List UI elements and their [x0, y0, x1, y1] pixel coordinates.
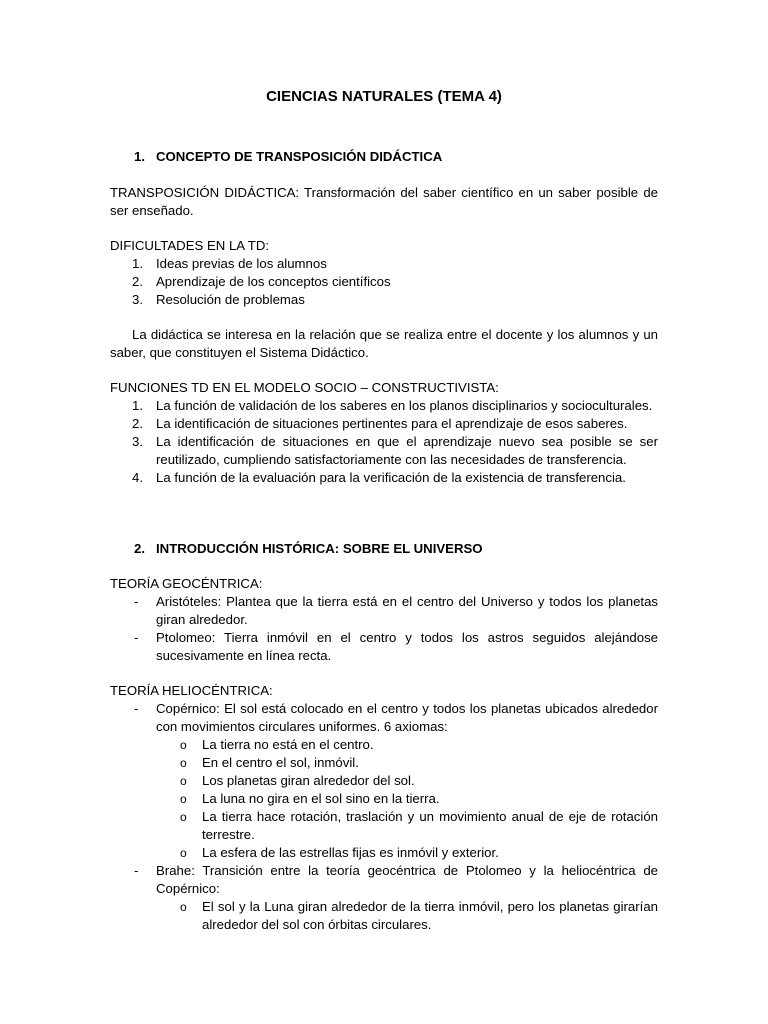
- list-item: [110, 291, 658, 309]
- list-marker: 2.: [132, 416, 143, 431]
- list-item-text: Ptolomeo: Tierra inmóvil en el centro y todos los astros seguidos alejándose sucesivamente en línea recta.: [156, 630, 658, 663]
- list-marker: -: [134, 594, 139, 609]
- sub-list-item: [110, 790, 658, 808]
- list-item: [110, 469, 658, 487]
- list-marker: -: [134, 863, 139, 878]
- heliocentric-label: TEORÍA HELIOCÉNTRICA:: [110, 683, 273, 698]
- list-item: [110, 593, 658, 629]
- list-item: [110, 433, 658, 469]
- section-1-heading: [110, 148, 442, 166]
- list-item-text: La esfera de las estrellas fijas es inmóvil y exterior.: [202, 845, 499, 860]
- list-marker: 3.: [132, 434, 143, 449]
- sub-list-item: [110, 772, 658, 790]
- list-marker: -: [134, 701, 139, 716]
- list-item-text: La tierra hace rotación, traslación y un movimiento anual de eje de rotación terrestre.: [202, 809, 658, 842]
- difficulties-label: DIFICULTADES EN LA TD:: [110, 238, 270, 253]
- functions-label: FUNCIONES TD EN EL MODELO SOCIO – CONSTRUCTIVISTA:: [110, 380, 499, 395]
- list-item-text: La identificación de situaciones pertinentes para el aprendizaje de esos saberes.: [156, 416, 628, 431]
- sub-list-item: [110, 844, 658, 862]
- list-item-text: En el centro el sol, inmóvil.: [202, 755, 359, 770]
- list-item-text: Los planetas giran alrededor del sol.: [202, 773, 415, 788]
- list-marker: o: [180, 900, 187, 914]
- list-marker: 2.: [132, 274, 143, 289]
- section-title: CONCEPTO DE TRANSPOSICIÓN DIDÁCTICA: [156, 149, 443, 164]
- functions-list: [110, 397, 658, 487]
- sub-list-item: [110, 808, 658, 844]
- heliocentric-list: [110, 700, 658, 934]
- list-marker: -: [134, 630, 139, 645]
- geocentric-label: TEORÍA GEOCÉNTRICA:: [110, 576, 263, 591]
- list-item-text: El sol y la Luna giran alrededor de la tierra inmóvil, pero los planetas girarían alrededor del sol con órbitas circulares.: [202, 899, 658, 932]
- list-marker: o: [180, 756, 187, 770]
- list-item-text: Aprendizaje de los conceptos científicos: [156, 274, 391, 289]
- list-item: [110, 415, 658, 433]
- document-title: CIENCIAS NATURALES (TEMA 4): [266, 88, 502, 105]
- list-item-text: La luna no gira en el sol sino en la tierra.: [202, 791, 440, 806]
- list-item-text: Resolución de problemas: [156, 292, 305, 307]
- list-marker: 3.: [132, 292, 143, 307]
- list-item-text: Copérnico: El sol está colocado en el centro y todos los planetas ubicados alrededor con movimientos circulares uniformes. 6 axiomas:: [156, 701, 658, 734]
- list-item-text: La tierra no está en el centro.: [202, 737, 374, 752]
- section-number: 2.: [134, 541, 145, 556]
- list-marker: o: [180, 846, 187, 860]
- list-item-text: Brahe: Transición entre la teoría geocéntrica de Ptolomeo y la heliocéntrica de Copérnico:: [156, 863, 658, 896]
- list-item: [110, 700, 658, 736]
- definition-paragraph: TRANSPOSICIÓN DIDÁCTICA: Transformación del saber científico en un saber posible de ser enseñado.: [110, 185, 658, 218]
- list-marker: o: [180, 774, 187, 788]
- geocentric-list: [110, 593, 658, 665]
- section-2-heading: [110, 540, 483, 558]
- section-number: 1.: [134, 149, 145, 164]
- list-item-text: La identificación de situaciones en que el aprendizaje nuevo sea posible se ser reutilizado, cumpliendo satisfactoriamente con las necesidades de transferencia.: [156, 434, 658, 467]
- list-item-text: Aristóteles: Plantea que la tierra está en el centro del Universo y todos los planetas giran alrededor.: [156, 594, 658, 627]
- list-item: [110, 629, 658, 665]
- list-item-text: La función de la evaluación para la verificación de la existencia de transferencia.: [156, 470, 626, 485]
- sub-list-item: [110, 754, 658, 772]
- list-marker: o: [180, 810, 187, 824]
- list-item: [110, 255, 658, 273]
- list-item-text: La función de validación de los saberes en los planos disciplinarios y socioculturales.: [156, 398, 653, 413]
- list-marker: 1.: [132, 398, 143, 413]
- didactic-system-paragraph: La didáctica se interesa en la relación que se realiza entre el docente y los alumnos y un saber, que constituyen el Sistema Didáctico.: [110, 327, 658, 360]
- list-marker: o: [180, 738, 187, 752]
- list-item: [110, 273, 658, 291]
- list-marker: o: [180, 792, 187, 806]
- list-marker: 4.: [132, 470, 143, 485]
- list-item-text: Ideas previas de los alumnos: [156, 256, 327, 271]
- difficulties-list: [110, 255, 658, 309]
- list-item: [110, 397, 658, 415]
- sub-list-item: [110, 736, 658, 754]
- section-title: INTRODUCCIÓN HISTÓRICA: SOBRE EL UNIVERSO: [156, 541, 483, 556]
- sub-list-item: [110, 898, 658, 934]
- list-marker: 1.: [132, 256, 143, 271]
- list-item: [110, 862, 658, 898]
